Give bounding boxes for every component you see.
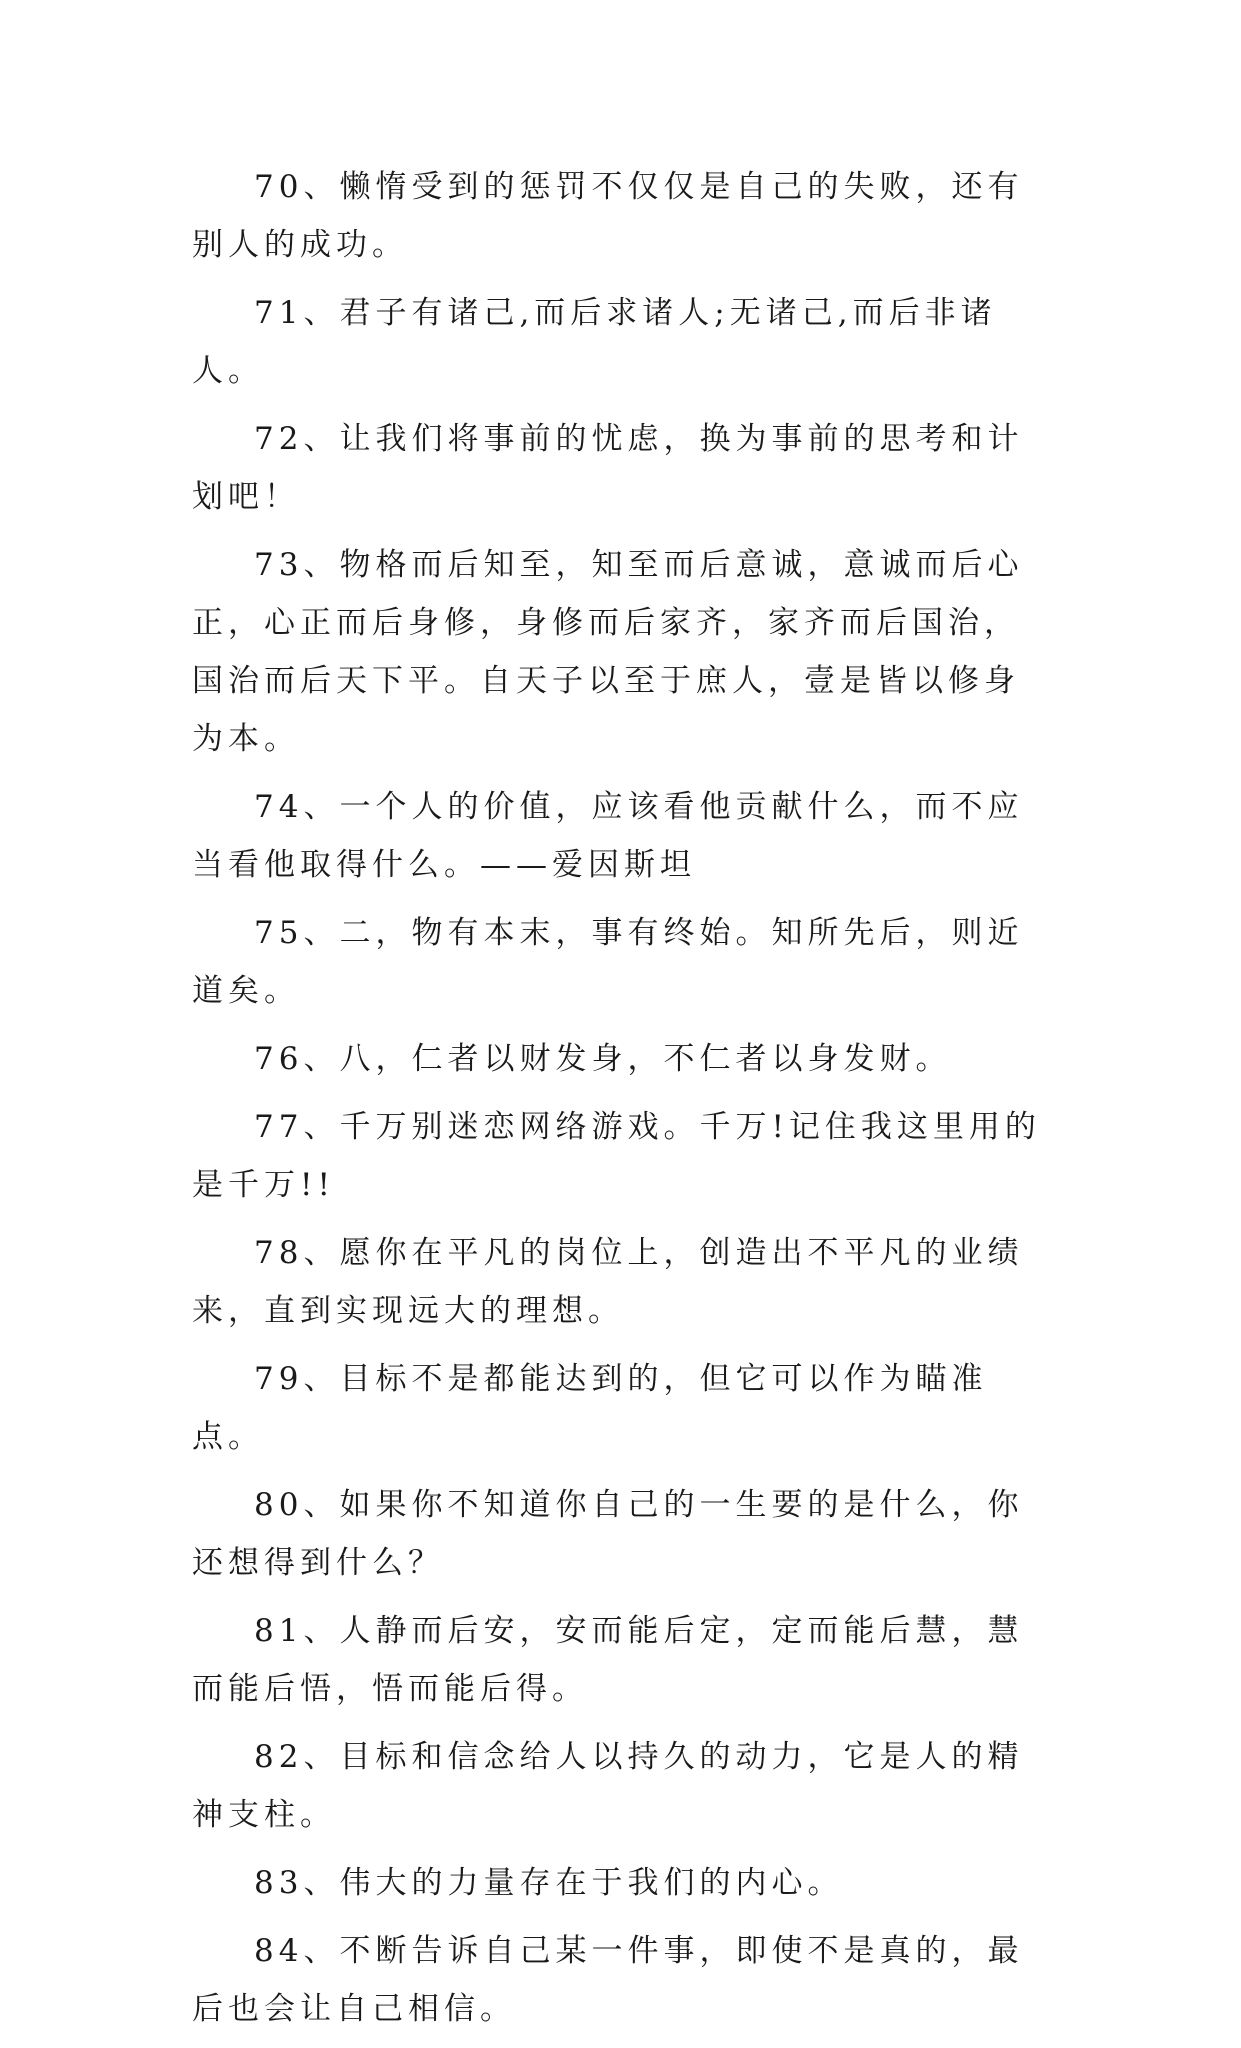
paragraph-82: 82、目标和信念给人以持久的动力，它是人的精神支柱。: [192, 1739, 1024, 1833]
paragraph-73: 73、物格而后知至，知至而后意诚，意诚而后心正，心正而后身修，身修而后家齐，家齐而后国治，国治而后天下平。自天子以至于庶人，壹是皆以修身为本。: [192, 547, 1024, 757]
paragraph-79: 79、目标不是都能达到的，但它可以作为瞄准点。: [192, 1361, 988, 1455]
paragraph-84: 84、不断告诉自己某一件事，即使不是真的，最后也会让自己相信。: [192, 1933, 1024, 2027]
document-body: [192, 158, 1052, 2048]
paragraph-77: 77、千万别迷恋网络游戏。千万!记住我这里用的是千万!!: [192, 1109, 1041, 1203]
paragraph-83: 83、伟大的力量存在于我们的内心。: [254, 1865, 844, 1901]
paragraph-74: 74、一个人的价值，应该看他贡献什么，而不应当看他取得什么。——爱因斯坦: [192, 789, 1024, 883]
paragraph-78: 78、愿你在平凡的岗位上，创造出不平凡的业绩来，直到实现远大的理想。: [192, 1235, 1024, 1329]
paragraph-76: 76、八，仁者以财发身，不仁者以身发财。: [254, 1041, 952, 1077]
paragraph-75: 75、二，物有本末，事有终始。知所先后，则近道矣。: [192, 915, 1024, 1009]
paragraph-70: 70、懒惰受到的惩罚不仅仅是自己的失败，还有别人的成功。: [192, 169, 1024, 263]
paragraph-72: 72、让我们将事前的忧虑，换为事前的思考和计划吧！: [192, 421, 1024, 515]
paragraph-81: 81、人静而后安，安而能后定，定而能后慧，慧而能后悟，悟而能后得。: [192, 1613, 1024, 1707]
paragraph-71: 71、君子有诸己,而后求诸人;无诸己,而后非诸人。: [192, 295, 997, 389]
paragraph-80: 80、如果你不知道你自己的一生要的是什么，你还想得到什么？: [192, 1487, 1024, 1581]
